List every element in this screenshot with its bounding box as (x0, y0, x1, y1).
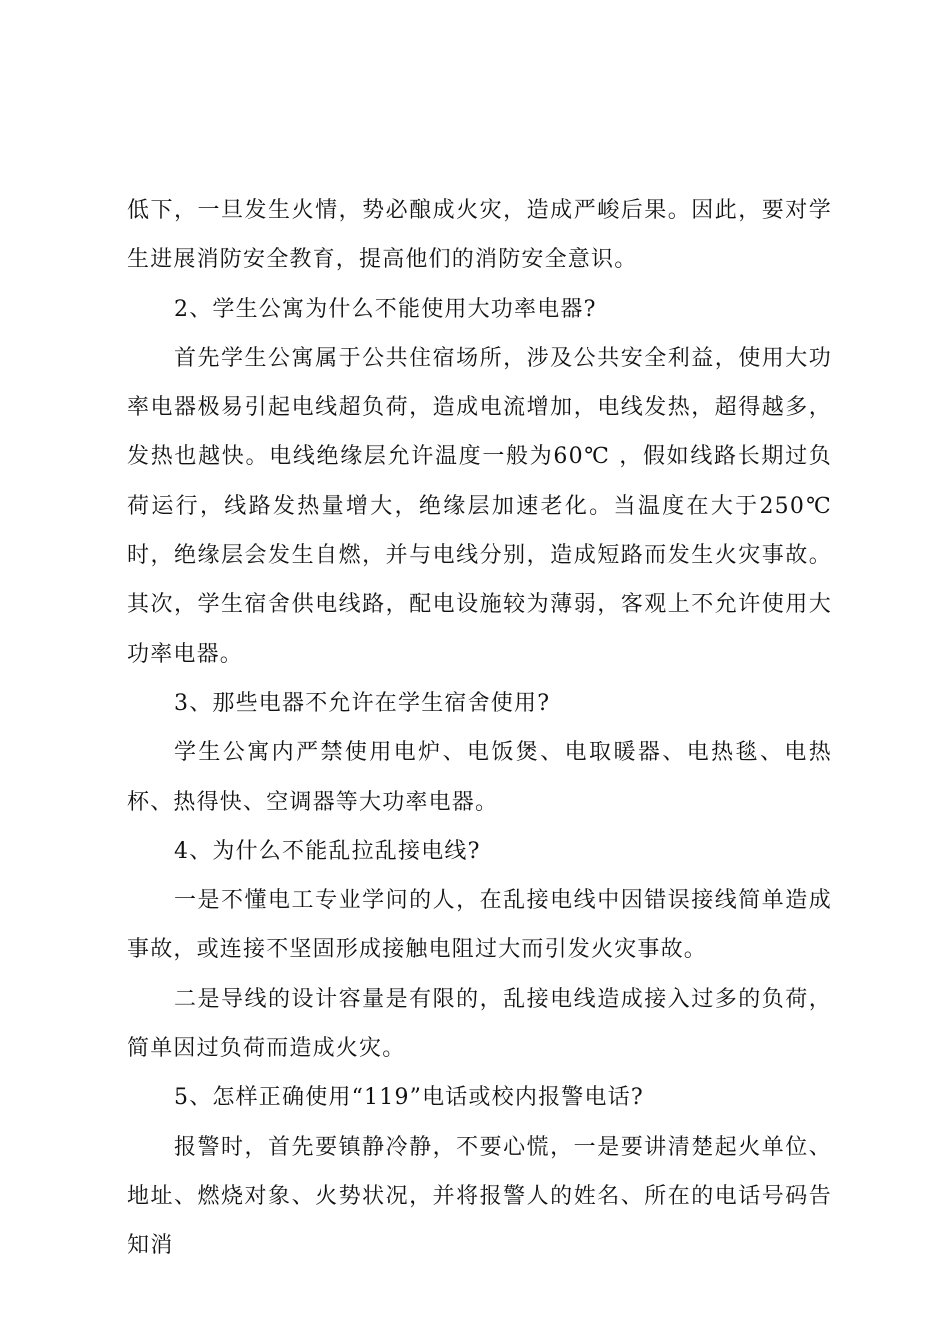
answer-4-paragraph-1: 一是不懂电工专业学问的人，在乱接电线中因错误接线简单造成事故，或连接不坚固形成接触电阻过大而引发火灾事故。 (127, 888, 832, 963)
answer-2-paragraph: 首先学生公寓属于公共住宿场所，涉及公共安全利益，使用大功率电器极易引起电线超负荷，造成电流增加，电线发热，超得越多，发热也越快。电线绝缘层允许温度一般为60℃ ，假如线路长期过负荷运行，线路发热量增大，绝缘层加速老化。当温度在大于250℃时，绝缘层会发生自燃，并与电线分别，造成短路而发生火灾事故。其次，学生宿舍供电线路，配电设施较为薄弱，客观上不允许使用大功率电器。 (127, 345, 832, 667)
question-2-heading: 2、学生公寓为什么不能使用大功率电器? (174, 296, 597, 322)
question-4-heading: 4、为什么不能乱拉乱接电线? (174, 838, 481, 864)
answer-3-paragraph: 学生公寓内严禁使用电炉、电饭煲、电取暖器、电热毯、电热杯、热得快、空调器等大功率电器。 (127, 740, 832, 815)
answer-4-paragraph-2: 二是导线的设计容量是有限的，乱接电线造成接入过多的负荷，简单因过负荷而造成火灾。 (127, 986, 832, 1062)
answer-5-paragraph: 报警时，首先要镇静冷静，不要心慌，一是要讲清楚起火单位、地址、燃烧对象、火势状况，并将报警人的姓名、所在的电话号码告知消 (127, 1134, 832, 1259)
document-body (127, 186, 832, 1271)
question-3-heading: 3、那些电器不允许在学生宿舍使用? (174, 690, 551, 716)
question-5-heading: 5、怎样正确使用“119”电话或校内报警电话? (174, 1085, 644, 1111)
paragraph-intro-continuation: 低下，一旦发生火情，势必酿成火灾，造成严峻后果。因此，要对学生进展消防安全教育，提高他们的消防安全意识。 (127, 198, 832, 273)
